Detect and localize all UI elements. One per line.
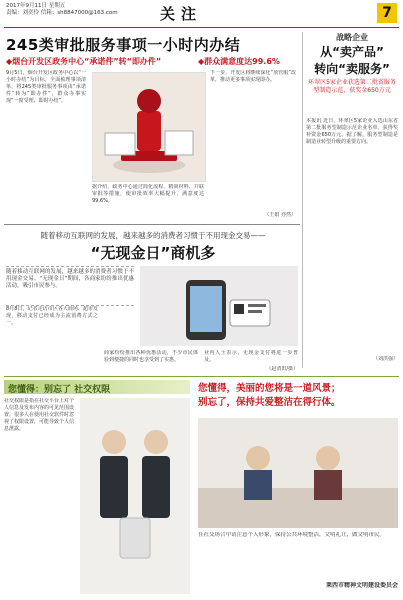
feature-kicker: 随着移动互联网的发展，越来越多的消费者习惯于不用现金交易—— xyxy=(40,231,266,240)
main-body-col2: 据介绍，政务中心通过简化流程、精简材料、并联审批等措施，使审批效率大幅提升，满意度达99.6%。 xyxy=(92,184,204,204)
bottom-rule xyxy=(4,376,399,377)
phone-payment-illustration-icon xyxy=(140,266,298,346)
feature-headline: “无现金日”商机多 xyxy=(90,244,216,262)
side-byline: （刘洪强） xyxy=(372,356,398,362)
main-byline: （王娟 亦然） xyxy=(264,212,296,218)
main-subhead-right: ◆群众满意度达99.6% xyxy=(198,57,280,66)
office-meeting-illustration-icon xyxy=(198,418,398,528)
header-meta xyxy=(6,3,118,17)
main-body-col1: 9月5日，烟台开发区政务中心以“一小时办结”为目标，全面梳理事项清单，将245类审批服务事项由“承诺件”转为“即办件”，群众办事实现“一窗受理、即时办结”。 xyxy=(6,70,86,104)
page-header xyxy=(0,0,403,26)
bottom-left-banner-text: 您懂得：别忘了 社交权限 xyxy=(8,385,111,395)
bottom-right-credit: 莱西市精神文明建设委员会 xyxy=(325,582,398,589)
column-divider xyxy=(302,32,303,368)
feature-body-col3: 业内人士表示，无现金支付将进一步普及。 xyxy=(204,350,298,363)
feature-body-col2: 商家纷纷推出各种优惠活动，不少市民体验到便捷的同时也享受到了实惠。 xyxy=(104,350,198,363)
feature-photo xyxy=(140,266,298,346)
side-headline-2: 转向“卖服务” xyxy=(314,62,390,76)
bottom-right-body: 在社交场合中请注意个人形象，保持公共环境整洁，文明礼让，做文明市民。 xyxy=(198,532,386,538)
editor-line: 责编：刘奕伶 信箱：sh8847000@163.com xyxy=(6,10,118,16)
side-body: 本报讯 近日，环翠区5家企业入选山东省第二批服务型制造示范企业名单，获得奖补资金650万元。据了解，服务型制造是制造业转型升级的重要方向。 xyxy=(306,118,398,145)
bottom-left-banner xyxy=(4,380,190,394)
main-body-col3: 下一步，开发区将继续深化“放管服”改革，推动更多事项实现即办。 xyxy=(210,70,296,83)
side-headline-1: 从“卖产品” xyxy=(320,45,384,59)
page-number: 7 xyxy=(377,3,397,23)
feature-top-rule xyxy=(4,224,300,225)
side-headline-block xyxy=(306,32,398,95)
feature-body-col1: 8月8日，记者走访市区各大商场、超市发现，移动支付已经成为主流消费方式之一。 xyxy=(6,306,98,326)
feature-intro: 随着移动互联网的发展，越来越多的消费者习惯于不用现金交易。“无现金日”期间，各商家纷纷推出优惠活动，吸引市民参与。 xyxy=(6,266,134,306)
main-photo xyxy=(92,72,206,182)
bottom-right-headline-1: 您懂得，美丽的您将是一道风景； xyxy=(198,383,341,394)
business-people-illustration-icon xyxy=(80,398,190,594)
bottom-right-photo xyxy=(198,418,398,528)
section-title: 关注 xyxy=(160,5,203,23)
side-kicker: 战略企业 xyxy=(336,33,368,42)
bottom-left-body: 社交权限是指在社交平台上对个人信息及发布内容的可见范围设置。很多人在使用社交软件时忽视了权限设置，可能导致个人信息泄露。 xyxy=(4,398,74,432)
bottom-right-headline-2: 别忘了，保持共爱整洁在得行体。 xyxy=(198,397,341,408)
bottom-right-headline xyxy=(198,382,398,410)
date-line: 2017年9月11日 星期五 xyxy=(6,3,66,9)
feature-byline: （赵清田/摄） xyxy=(266,366,298,372)
main-headline: 245类审批服务事项一小时内办结 xyxy=(6,36,241,54)
header-rule xyxy=(4,27,399,28)
side-subhead: 环翠区5家企业获选第二批省服务型制造示范，获奖金650万元 xyxy=(308,79,396,94)
stamp-illustration-icon xyxy=(93,73,205,181)
main-subhead-left: ◆烟台开发区政务中心“承诺件”转“即办件” xyxy=(6,57,162,66)
bottom-left-photo xyxy=(80,398,190,594)
